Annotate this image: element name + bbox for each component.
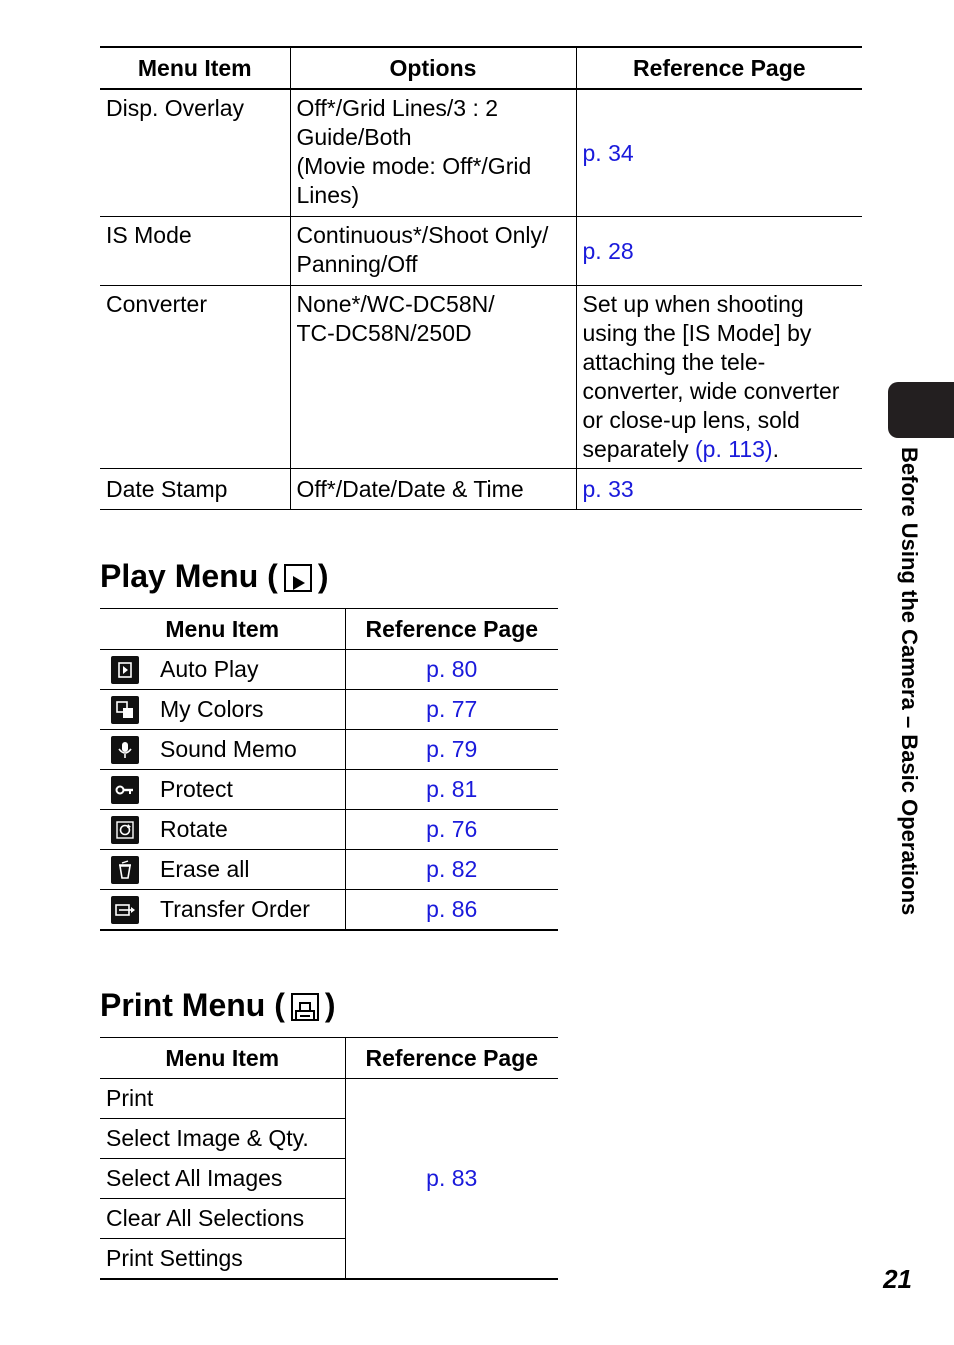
page-link[interactable]: p. 77 bbox=[426, 696, 478, 722]
table-row bbox=[100, 469, 862, 510]
reference-cell bbox=[345, 890, 558, 931]
col-header-menu-item: Menu Item bbox=[100, 47, 290, 89]
menu-item-label: My Colors bbox=[160, 696, 264, 722]
menu-item-cell: Select Image & Qty. bbox=[100, 1119, 345, 1159]
reference-cell bbox=[345, 850, 558, 890]
option-line: Guide/Both bbox=[296, 124, 412, 150]
table-row bbox=[100, 850, 558, 890]
reference-cell bbox=[345, 810, 558, 850]
erase-all-icon bbox=[111, 856, 139, 884]
sound-memo-icon bbox=[111, 736, 139, 764]
reference-cell bbox=[345, 1079, 558, 1280]
table-row bbox=[100, 730, 558, 770]
table-row bbox=[100, 890, 558, 931]
col-header-reference-page: Reference Page bbox=[345, 1038, 558, 1079]
page-link[interactable]: p. 83 bbox=[426, 1165, 478, 1191]
menu-item-cell bbox=[100, 690, 345, 730]
print-menu-heading bbox=[100, 985, 336, 1025]
menu-item-cell: Disp. Overlay bbox=[100, 89, 290, 217]
note-suffix: . bbox=[772, 436, 779, 462]
menu-item-cell: Select All Images bbox=[100, 1159, 345, 1199]
option-line: Lines) bbox=[296, 182, 360, 208]
my-colors-icon bbox=[111, 696, 139, 724]
play-icon bbox=[284, 564, 312, 592]
menu-item-label: Erase all bbox=[160, 856, 250, 882]
heading-text-close: ) bbox=[324, 986, 336, 1023]
page-link[interactable]: p. 33 bbox=[582, 475, 634, 502]
page-link[interactable]: p. 79 bbox=[426, 736, 478, 762]
page-link[interactable]: p. 34 bbox=[582, 139, 634, 166]
table-row bbox=[100, 286, 862, 469]
reference-cell bbox=[576, 469, 862, 510]
table-row bbox=[100, 690, 558, 730]
play-menu-table bbox=[100, 608, 558, 931]
transfer-order-icon bbox=[111, 896, 139, 924]
note-line: separately bbox=[582, 436, 696, 462]
table-row bbox=[100, 217, 862, 286]
table-row bbox=[100, 810, 558, 850]
menu-item-cell bbox=[100, 730, 345, 770]
page-link[interactable]: p. 80 bbox=[426, 656, 478, 682]
menu-item-label: Protect bbox=[160, 776, 233, 802]
col-header-reference-page: Reference Page bbox=[345, 609, 558, 650]
option-line: Continuous*/Shoot Only/ bbox=[296, 222, 549, 248]
option-line: None*/WC-DC58N/ bbox=[296, 291, 495, 317]
page-number: 21 bbox=[883, 1264, 912, 1294]
menu-item-label: Auto Play bbox=[160, 656, 259, 682]
reference-cell bbox=[576, 217, 862, 286]
menu-item-cell bbox=[100, 810, 345, 850]
menu-item-cell bbox=[100, 850, 345, 890]
col-header-menu-item: Menu Item bbox=[100, 1038, 345, 1079]
auto-play-icon bbox=[111, 656, 139, 684]
protect-key-icon bbox=[111, 776, 139, 804]
options-cell: Off*/Date/Date & Time bbox=[290, 469, 576, 510]
menu-item-cell bbox=[100, 650, 345, 690]
print-menu-table bbox=[100, 1037, 558, 1280]
table-row bbox=[100, 770, 558, 810]
menu-item-cell: Print bbox=[100, 1079, 345, 1119]
heading-text-close: ) bbox=[317, 557, 329, 594]
page-link[interactable]: p. 81 bbox=[426, 776, 478, 802]
options-cell bbox=[290, 89, 576, 217]
menu-item-cell: IS Mode bbox=[100, 217, 290, 286]
table-row bbox=[100, 1079, 558, 1119]
menu-item-label: Sound Memo bbox=[160, 736, 297, 762]
option-line: Panning/Off bbox=[296, 251, 418, 277]
note-line: attaching the tele- bbox=[582, 349, 766, 375]
note-line: Set up when shooting bbox=[582, 291, 804, 317]
rotate-icon bbox=[111, 816, 139, 844]
reference-cell bbox=[345, 690, 558, 730]
col-header-menu-item: Menu Item bbox=[100, 609, 345, 650]
options-cell bbox=[290, 286, 576, 469]
menu-item-label: Transfer Order bbox=[160, 896, 310, 922]
print-icon bbox=[291, 993, 319, 1021]
play-menu-heading bbox=[100, 556, 328, 596]
table-row bbox=[100, 89, 862, 217]
reference-cell bbox=[345, 770, 558, 810]
reference-cell bbox=[576, 286, 862, 469]
page-link[interactable]: p. 82 bbox=[426, 856, 478, 882]
page-link[interactable]: p. 28 bbox=[582, 237, 634, 264]
options-cell bbox=[290, 217, 576, 286]
col-header-reference-page: Reference Page bbox=[576, 47, 862, 89]
col-header-options: Options bbox=[290, 47, 576, 89]
menu-item-cell: Date Stamp bbox=[100, 469, 290, 510]
option-line: TC-DC58N/250D bbox=[296, 320, 472, 346]
page-link[interactable]: p. 86 bbox=[426, 896, 478, 922]
option-line: Off*/Grid Lines/3 : 2 bbox=[296, 95, 499, 121]
menu-item-cell: Clear All Selections bbox=[100, 1199, 345, 1239]
section-tab-marker bbox=[888, 382, 954, 438]
menu-item-cell bbox=[100, 890, 345, 931]
reference-cell bbox=[345, 650, 558, 690]
note-line: using the [IS Mode] by bbox=[582, 320, 812, 346]
section-tab-label: Before Using the Camera – Basic Operations bbox=[897, 447, 922, 916]
heading-text: Print Menu ( bbox=[100, 986, 285, 1023]
menu-item-cell: Print Settings bbox=[100, 1239, 345, 1280]
page-link[interactable]: p. 76 bbox=[426, 816, 478, 842]
option-line: (Movie mode: Off*/Grid bbox=[296, 153, 532, 179]
reference-cell bbox=[345, 730, 558, 770]
note-line: or close-up lens, sold bbox=[582, 407, 800, 433]
menu-item-label: Rotate bbox=[160, 816, 228, 842]
table-row bbox=[100, 650, 558, 690]
note-line: converter, wide converter bbox=[582, 378, 840, 404]
reference-cell bbox=[576, 89, 862, 217]
menu-item-cell bbox=[100, 770, 345, 810]
menu-item-cell: Converter bbox=[100, 286, 290, 469]
page-link[interactable]: (p. 113) bbox=[695, 436, 773, 462]
shooting-menu-table bbox=[100, 46, 862, 510]
heading-text: Play Menu ( bbox=[100, 557, 278, 594]
